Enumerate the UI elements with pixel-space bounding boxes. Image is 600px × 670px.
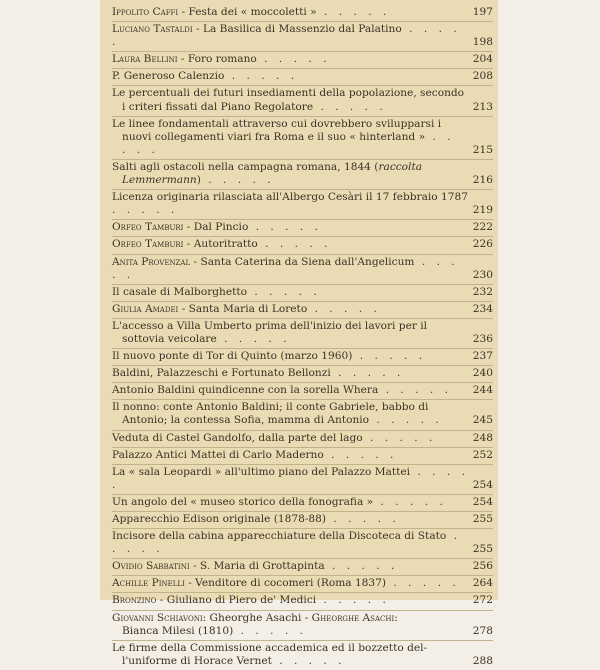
entry-title <box>112 513 469 526</box>
leader-dots <box>233 625 307 637</box>
entry-title <box>112 191 469 217</box>
entry-title-text: Antonio; la contessa Sofia, mamma di Antonio <box>122 414 370 427</box>
entry-title-text: - Dal Pincio <box>183 221 249 234</box>
book-page <box>100 0 498 667</box>
page-number: 219 <box>472 204 493 217</box>
leader-dots <box>224 70 298 82</box>
entry-title <box>112 320 469 346</box>
index-entry <box>112 220 493 237</box>
entry-title-text: L'accesso a Villa Umberto prima dell'inizio dei lavori per il <box>112 319 428 332</box>
leader-dots <box>316 594 390 606</box>
entry-title-line <box>112 384 469 397</box>
entry-title-text: La « sala Leopardi » all'ultimo piano del Palazzo Mattei <box>112 465 411 478</box>
entry-title <box>112 449 469 462</box>
page-number: 208 <box>472 70 493 83</box>
leader-dots <box>324 449 398 461</box>
index-entry <box>112 366 493 383</box>
entry-title-text: - Venditore di cocomeri (Roma 1837) <box>184 577 387 590</box>
leader-dots <box>112 204 178 216</box>
entry-title-text: Salti agli ostacoli nella campagna romana, 1844 ( <box>112 160 379 173</box>
page-number: 255 <box>472 543 493 556</box>
index-entry <box>112 302 493 319</box>
entry-title-text: - Foro romano <box>177 53 257 66</box>
leader-dots <box>386 577 460 589</box>
entry-author: Giulia Amadei <box>112 302 179 315</box>
entry-title <box>112 6 469 19</box>
entry-title-text: - Autoritratto <box>183 238 258 251</box>
entry-title-text: - La Basilica di Massenzio dal Palatino <box>192 23 402 36</box>
entry-title-line <box>112 6 469 19</box>
leader-dots <box>272 655 346 667</box>
entry-title-line <box>112 87 469 100</box>
page-number: 254 <box>472 478 493 491</box>
entry-author: Laura Bellini <box>112 53 178 66</box>
leader-dots <box>373 496 447 508</box>
index-entry <box>112 529 493 559</box>
entry-title <box>112 384 469 397</box>
page-number: 252 <box>472 448 493 461</box>
entry-title-text: Veduta di Castel Gandolfo, dalla parte del lago <box>112 431 363 444</box>
entry-title-line <box>112 53 469 66</box>
entry-title <box>112 161 469 187</box>
page-number: 226 <box>472 238 493 251</box>
entry-title <box>112 118 469 157</box>
index-entry <box>112 285 493 302</box>
page-number: 213 <box>472 100 493 113</box>
entry-title-text: Incisore della cabina apparecchiature della Discoteca di Stato <box>112 530 447 543</box>
entry-title-line <box>112 577 469 590</box>
entry-title-line <box>112 286 469 299</box>
page-number: 198 <box>472 36 493 49</box>
leader-dots <box>217 333 291 345</box>
page-number: 234 <box>472 302 493 315</box>
illustrations-index <box>112 5 493 670</box>
entry-title-text: l'uniforme di Horace Vernet <box>122 654 272 667</box>
entry-author: Achille Pinelli <box>112 577 185 590</box>
index-entry <box>112 160 493 190</box>
entry-title-line <box>112 238 469 251</box>
entry-title-line <box>112 496 469 509</box>
index-entry <box>112 431 493 448</box>
entry-title-line <box>112 174 469 187</box>
leader-dots <box>331 367 405 379</box>
entry-title-line <box>112 333 469 346</box>
entry-title-text: ) <box>196 174 201 187</box>
index-entry <box>112 593 493 610</box>
entry-title-text: Le firme della Commissione accademica ed il bozzetto del- <box>112 641 428 654</box>
leader-dots <box>317 6 391 18</box>
entry-title-line <box>112 367 469 380</box>
entry-title <box>112 367 469 380</box>
entry-title-line <box>112 256 469 282</box>
entry-title <box>112 401 469 427</box>
entry-title <box>112 221 469 234</box>
entry-title-line <box>112 70 469 83</box>
entry-title <box>112 238 469 251</box>
entry-title-text: sottovia veicolare <box>122 332 217 345</box>
entry-title <box>112 303 469 316</box>
page-number: 197 <box>472 6 493 18</box>
index-entry <box>112 69 493 86</box>
entry-author-secondary: Gheorghe Asachi <box>311 611 395 624</box>
entry-title-text: Il casale di Malborghetto <box>112 285 248 298</box>
entry-title-line <box>112 191 469 217</box>
index-entry <box>112 190 493 220</box>
index-entry <box>112 349 493 366</box>
entry-author: Anita Provenzal <box>112 255 191 268</box>
entry-author: Orfeo Tamburi <box>112 221 184 234</box>
entry-title-line <box>112 530 469 556</box>
entry-title-text: : <box>394 611 398 624</box>
entry-title-text: Licenza originaria rilasciata all'Albergo Cesàri il 17 febbraio 1787 <box>112 191 469 204</box>
entry-title-text: : Gheorghe Asachi - <box>202 611 312 624</box>
entry-title-text: Un angolo del « museo storico della fonografia » <box>112 495 374 508</box>
page-number: 222 <box>472 221 493 234</box>
page-number: 244 <box>472 384 493 397</box>
leader-dots <box>363 432 437 444</box>
entry-title-line <box>112 612 469 625</box>
entry-author: Ippolito Caffi <box>112 6 179 18</box>
entry-title <box>112 53 469 66</box>
page-number: 215 <box>472 143 493 156</box>
entry-title-italic: raccolta <box>378 160 423 173</box>
entry-title-line <box>112 23 469 49</box>
page-number: 248 <box>472 431 493 444</box>
entry-title <box>112 286 469 299</box>
page-number: 236 <box>472 332 493 345</box>
entry-title-text: Le linee fondamentali attraverso cui dovrebbero svilupparsi i <box>112 117 442 130</box>
entry-title <box>112 496 469 509</box>
index-entry <box>112 576 493 593</box>
entry-title-italic: Lemmermann <box>122 174 197 187</box>
entry-title-line <box>112 161 469 174</box>
leader-dots <box>248 221 322 233</box>
index-entry <box>112 465 493 495</box>
entry-title-text: - Santa Maria di Loreto <box>178 302 308 315</box>
page-number: 245 <box>472 414 493 427</box>
entry-title-line <box>112 513 469 526</box>
entry-title-text: P. Generoso Calenzio <box>112 70 225 83</box>
entry-title <box>112 577 469 590</box>
index-entry <box>112 512 493 529</box>
index-entry <box>112 448 493 465</box>
entry-author: Bronzino <box>112 594 157 607</box>
leader-dots <box>247 286 321 298</box>
entry-author: Ovidio Sabbatini <box>112 560 190 573</box>
leader-dots <box>369 414 443 426</box>
entry-title-text: - S. Maria di Grottapinta <box>189 560 325 573</box>
index-entry <box>112 383 493 400</box>
entry-author: Giovanni Schiavoni <box>112 611 203 624</box>
entry-title-line <box>112 655 469 668</box>
entry-title-line <box>112 594 469 607</box>
entry-title <box>112 23 469 49</box>
entry-title-text: Bianca Milesi (1810) <box>122 624 234 637</box>
entry-title-line <box>112 303 469 316</box>
index-entry <box>112 5 493 22</box>
entry-title <box>112 350 469 363</box>
entry-title <box>112 256 469 282</box>
leader-dots <box>352 350 426 362</box>
page-number: 240 <box>472 367 493 380</box>
leader-dots <box>201 174 275 186</box>
entry-title-line <box>112 466 469 492</box>
entry-title-line <box>112 131 469 157</box>
page-number: 272 <box>472 594 493 607</box>
entry-title-line <box>112 350 469 363</box>
page-number: 264 <box>472 577 493 590</box>
entry-author: Luciano Tastaldi <box>112 23 193 36</box>
page-number: 255 <box>472 513 493 525</box>
entry-title-text: Il nonno: conte Antonio Baldini; il conte Gabriele, babbo di <box>112 401 429 414</box>
entry-title-text: nuovi collegamenti viari fra Roma e il suo « hinterland » <box>122 130 426 143</box>
entry-title-text: - Festa dei « moccoletti » <box>178 6 317 18</box>
page-number: 278 <box>472 624 493 637</box>
page-number: 254 <box>472 495 493 508</box>
index-entry <box>112 611 493 641</box>
entry-title-text: Le percentuali dei futuri insediamenti della popolazione, secondo <box>112 87 465 100</box>
page-number: 216 <box>472 174 493 187</box>
index-entry <box>112 86 493 116</box>
index-entry <box>112 52 493 69</box>
entry-title <box>112 594 469 607</box>
entry-title-text: Baldini, Palazzeschi e Fortunato Bellonzi <box>112 367 331 380</box>
index-entry <box>112 255 493 285</box>
entry-title-line <box>112 432 469 445</box>
entry-title-text: - Santa Caterina da Siena dall'Angelicum <box>190 255 415 268</box>
leader-dots <box>257 53 331 65</box>
page-number: 230 <box>472 268 493 281</box>
entry-title-line <box>112 625 469 638</box>
entry-author: Orfeo Tamburi <box>112 238 184 251</box>
entry-title-text: - Giuliano di Piero de' Medici <box>156 594 317 607</box>
entry-title-line <box>112 221 469 234</box>
entry-title <box>112 560 469 573</box>
entry-title <box>112 70 469 83</box>
leader-dots <box>307 303 381 315</box>
leader-dots <box>258 238 332 250</box>
page-number: 256 <box>472 560 493 573</box>
entry-title <box>112 432 469 445</box>
index-entry <box>112 117 493 160</box>
entry-title-text: Apparecchio Edison originale (1878-88) <box>112 513 327 525</box>
entry-title-line <box>112 320 469 333</box>
index-entry <box>112 319 493 349</box>
leader-dots <box>313 101 387 113</box>
page-number: 204 <box>472 53 493 66</box>
index-entry <box>112 641 493 670</box>
entry-title <box>112 612 469 638</box>
page-number: 237 <box>472 350 493 363</box>
entry-title-line <box>112 401 469 414</box>
page-number: 232 <box>472 285 493 298</box>
entry-title-line <box>112 560 469 573</box>
index-entry <box>112 22 493 52</box>
entry-title-text: i criteri fissati dal Piano Regolatore <box>122 100 314 113</box>
entry-title-line <box>112 414 469 427</box>
index-entry <box>112 400 493 430</box>
index-entry <box>112 495 493 512</box>
index-entry <box>112 559 493 576</box>
leader-dots <box>378 384 452 396</box>
entry-title-line <box>112 642 469 655</box>
entry-title-text: Palazzo Antici Mattei di Carlo Maderno <box>112 448 324 461</box>
entry-title-text: Antonio Baldini quindicenne con la sorella Whera <box>112 384 379 397</box>
entry-title-text: Il nuovo ponte di Tor di Quinto (marzo 1960) <box>112 350 353 363</box>
entry-title <box>112 466 469 492</box>
entry-title <box>112 87 469 113</box>
page-number: 288 <box>472 654 493 667</box>
leader-dots <box>325 560 399 572</box>
entry-title <box>112 642 469 668</box>
entry-title-line <box>112 449 469 462</box>
entry-title-line <box>112 101 469 114</box>
entry-title-line <box>112 118 469 131</box>
entry-title <box>112 530 469 556</box>
index-entry <box>112 237 493 254</box>
leader-dots <box>326 513 400 525</box>
